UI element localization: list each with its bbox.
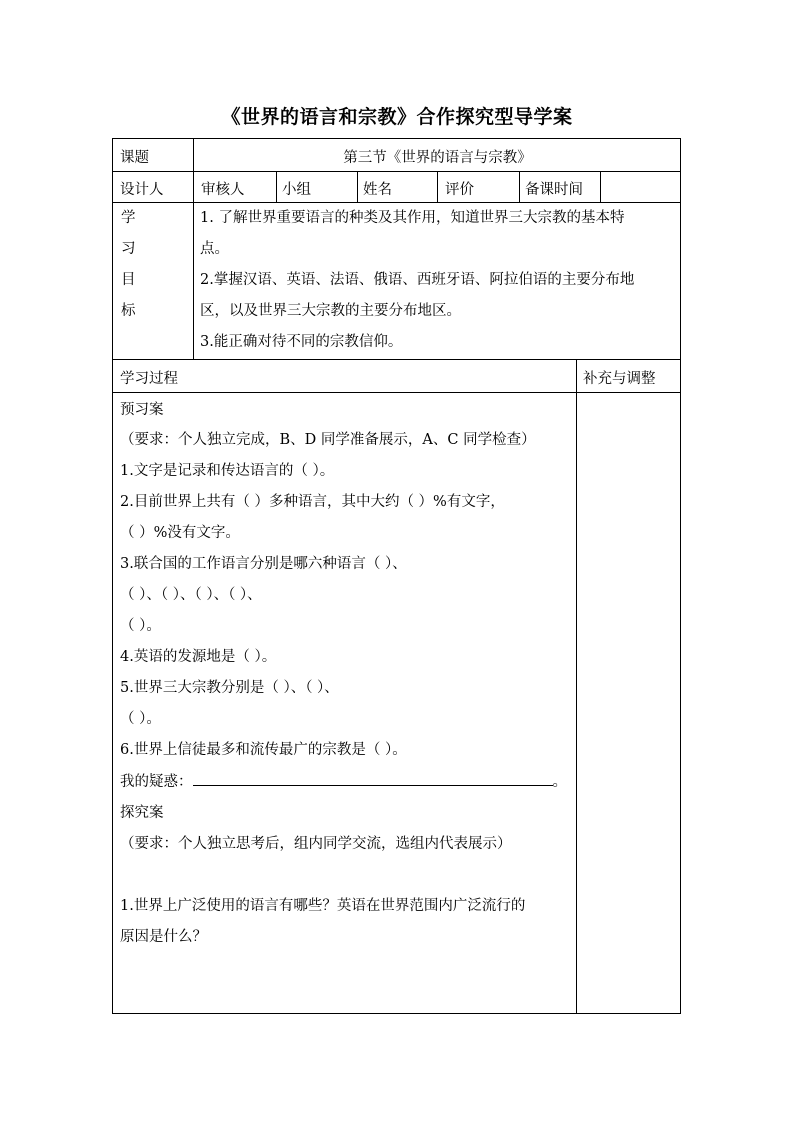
reviewer-label: 审核人: [201, 182, 245, 198]
doubt-label: 我的疑惑：: [120, 774, 193, 790]
objectives-label-char: 标: [121, 303, 136, 319]
objective-line: 2.掌握汉语、英语、法语、俄语、西班牙语、阿拉伯语的主要分布地: [200, 272, 635, 288]
objective-line: 3.能正确对待不同的宗教信仰。: [200, 334, 403, 350]
preview-heading: 预习案: [120, 402, 164, 418]
col-divider: [276, 171, 277, 202]
process-label: 学习过程: [120, 371, 178, 387]
preview-question-5-cont: （ ）。: [120, 711, 161, 727]
row-divider: [113, 359, 680, 360]
doubt-input-line[interactable]: [193, 771, 553, 786]
preview-question-6: 6.世界上信徒最多和流传最广的宗教是（ ）。: [120, 742, 407, 758]
explore-question-1-cont: 原因是什么？: [120, 929, 207, 945]
group-label: 小组: [282, 182, 311, 198]
explore-heading: 探究案: [120, 805, 164, 821]
study-guide-table: [112, 138, 681, 1014]
objective-line: 点。: [200, 241, 229, 257]
objectives-text: [200, 203, 678, 358]
designer-label: 设计人: [120, 182, 164, 198]
preview-question-4: 4.英语的发源地是（ ）。: [120, 649, 277, 665]
objectives-label-char: 学: [121, 210, 136, 226]
preview-question-3-cont: （ ）、（ ）、（ ）、（ ）、: [120, 587, 262, 603]
explore-requirement: （要求：个人独立思考后，组内同学交流，选组内代表展示）: [120, 836, 512, 852]
col-divider: [193, 139, 194, 359]
objectives-label: [121, 203, 141, 327]
preview-question-2: 2.目前世界上共有（ ）多种语言，其中大约（ ）%有文字，: [120, 494, 505, 510]
doubt-end-mark: 。: [552, 774, 567, 790]
side-notes-label: 补充与调整: [583, 371, 656, 387]
preview-question-2-cont: （ ）%没有文字。: [120, 525, 240, 541]
col-divider: [357, 171, 358, 202]
col-divider: [437, 171, 438, 202]
objective-line: 1. 了解世界重要语言的种类及其作用，知道世界三大宗教的基本特: [200, 210, 625, 226]
preview-question-3: 3.联合国的工作语言分别是哪六种语言（ ）、: [120, 556, 407, 572]
explore-question-1: 1.世界上广泛使用的语言有哪些？英语在世界范围内广泛流行的: [120, 898, 526, 914]
row-divider: [113, 392, 680, 393]
preview-requirement: （要求：个人独立完成，B、D 同学准备展示，A、C 同学检查）: [120, 432, 536, 448]
col-divider: [519, 171, 520, 202]
document-title: 《世界的语言和宗教》合作探究型导学案: [221, 106, 573, 128]
name-label: 姓名: [363, 182, 392, 198]
preview-question-5: 5.世界三大宗教分别是（ ）、（ ）、: [120, 680, 339, 696]
col-divider: [576, 359, 577, 1013]
evaluation-label: 评价: [445, 182, 474, 198]
objectives-label-char: 目: [121, 272, 136, 288]
topic-value: 第三节《世界的语言与宗教》: [343, 150, 532, 166]
row-divider: [113, 171, 680, 172]
objectives-label-char: 习: [121, 241, 136, 257]
preview-question-3-end: （ ）。: [120, 618, 161, 634]
prep-time-label: 备课时间: [525, 182, 583, 198]
doubt-row: [120, 771, 567, 792]
col-divider: [600, 171, 601, 202]
objective-line: 区，以及世界三大宗教的主要分布地区。: [200, 303, 461, 319]
preview-question-1: 1.文字是记录和传达语言的（ ）。: [120, 463, 335, 479]
topic-label: 课题: [120, 150, 149, 166]
